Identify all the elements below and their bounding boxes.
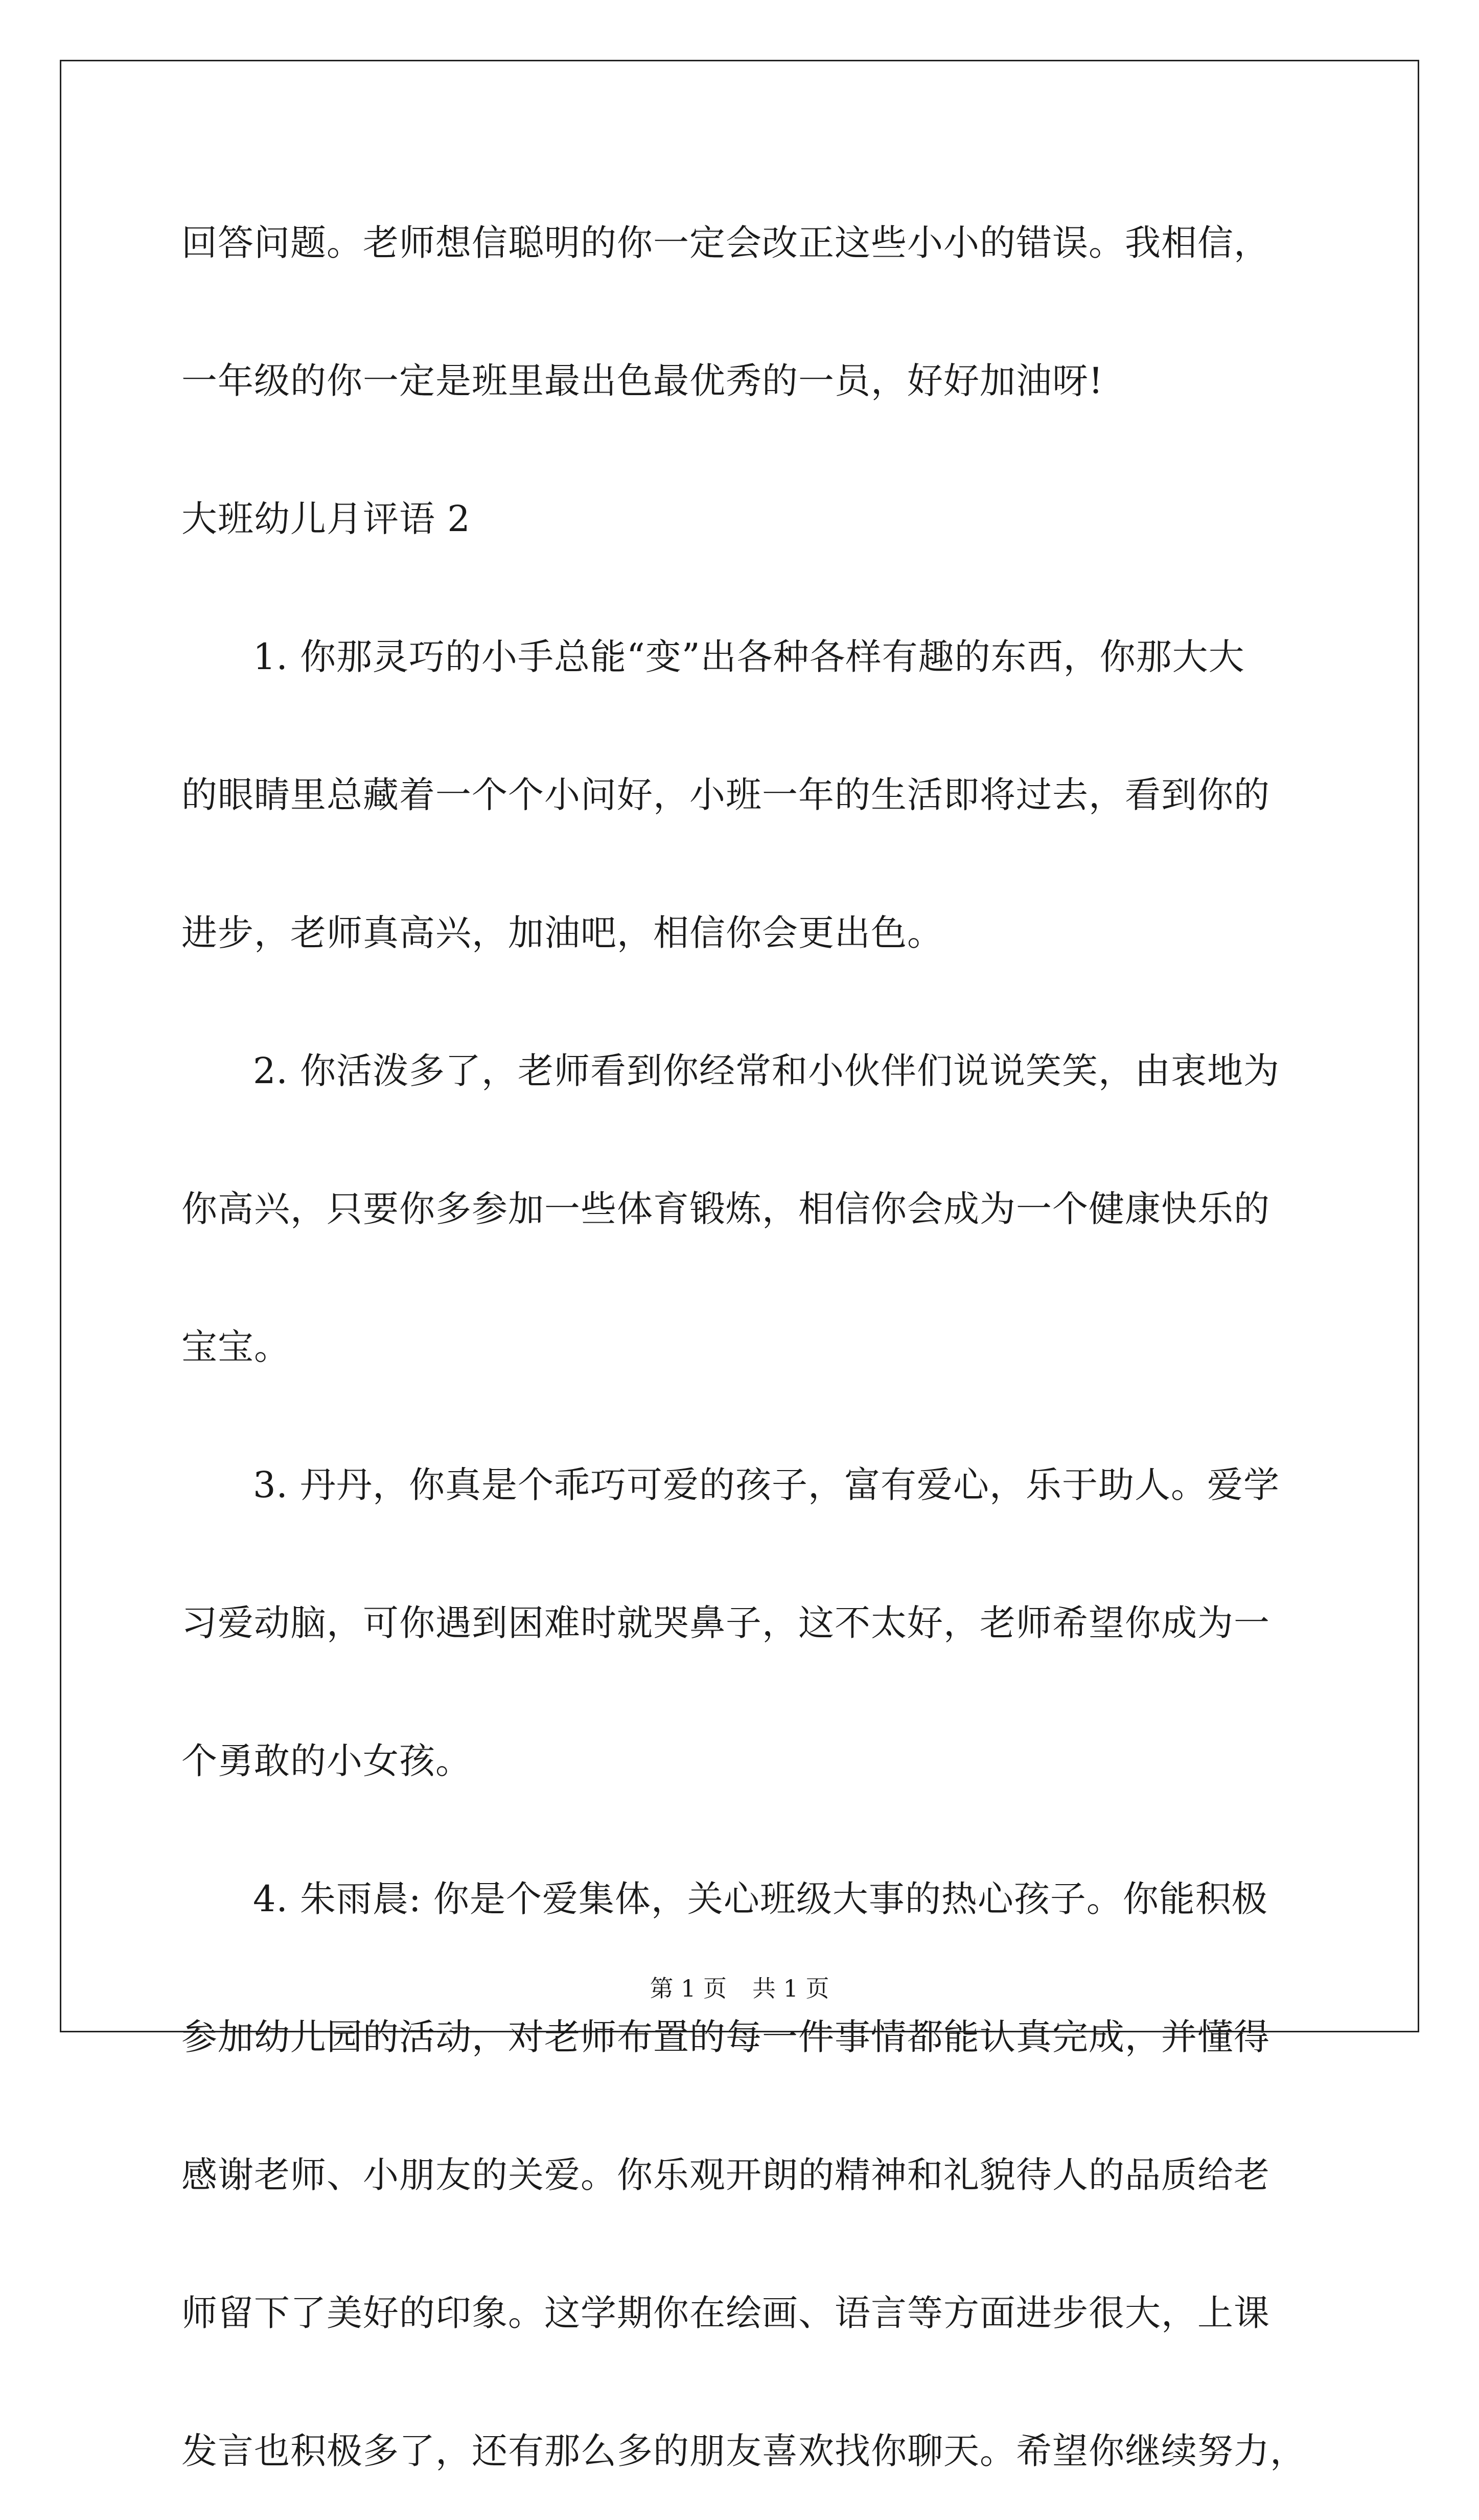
list-item-2-line: 宝宝。: [181, 1326, 290, 1368]
list-item-3-line: 3. 丹丹，你真是个乖巧可爱的孩子，富有爱心，乐于助人。爱学: [253, 1464, 1280, 1506]
list-item-4-line: 发言也积极多了，还有那么多的朋友喜欢找你聊天。希望你继续努力，: [181, 2430, 1306, 2472]
list-item-3-line: 习爱动脑，可你遇到困难时就哭鼻子，这不太好，老师希望你成为一: [181, 1602, 1270, 1644]
list-item-3-line: 个勇敢的小女孩。: [181, 1740, 472, 1782]
list-item-4-line: 感谢老师、小朋友的关爱。你乐观开朗的精神和礼貌待人的品质给老: [181, 2154, 1270, 2196]
list-item-1-line: 进步，老师真高兴，加油吧，相信你会更出色。: [181, 912, 943, 954]
list-item-4-line: 4. 朱雨晨: 你是个爱集体，关心班级大事的热心孩子。你能积极: [253, 1878, 1268, 1920]
list-item-1-line: 的眼睛里总藏着一个个小问好，小班一年的生活即将过去，看到你的: [181, 774, 1270, 816]
list-item-2-line: 2. 你活泼多了，老师看到你经常和小伙伴们说说笑笑，由衷地为: [253, 1050, 1280, 1092]
section-heading: 大班幼儿月评语 2: [181, 498, 471, 540]
list-item-2-line: 你高兴，只要你多参加一些体育锻炼，相信你会成为一个健康快乐的: [181, 1188, 1270, 1230]
page-footer: [0, 1973, 1479, 2004]
paragraph-line: 一年级的你一定是班里最出色最优秀的一员，好好加油呀!: [181, 360, 1104, 402]
document-body: [181, 174, 1306, 2520]
list-item-4-line: 参加幼儿园的活动，对老师布置的每一件事情都能认真完成，并懂得: [181, 2016, 1270, 2058]
list-item-4-line: 师留下了美好的印象。这学期你在绘画、语言等方面进步很大，上课: [181, 2292, 1270, 2334]
page-total: 共 1 页: [752, 1975, 829, 2002]
page-number: 第 1 页: [650, 1975, 727, 2002]
list-item-1-line: 1. 你那灵巧的小手总能“变”出各种各样有趣的东西，你那大大: [253, 636, 1245, 678]
paragraph-line: 回答问题。老师想信聪明的你一定会改正这些小小的错误。我相信，: [181, 222, 1270, 264]
